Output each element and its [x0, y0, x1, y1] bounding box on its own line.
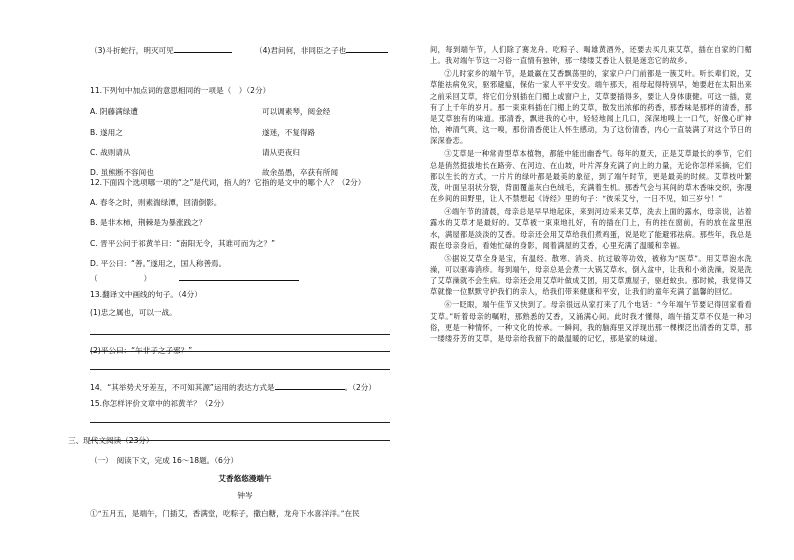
- q13-sentence-1: (1)忠之属也，可以一战。: [90, 308, 177, 317]
- q11-option-b: B. 遂用之 遂迷，不复得路: [90, 128, 316, 137]
- q11-option-c: C. 战则请从 请从吏夜归: [90, 148, 300, 157]
- q15-answer-line-1[interactable]: [90, 422, 390, 423]
- q11-option-d: D. 虽熊断不容间也 故余虽愚，卒获有所闻: [90, 168, 338, 177]
- q12-answer-paren-open: （: [90, 274, 98, 283]
- q11-stem: 11.下列句中加点词的意思相同的一项是（ ）（2分）: [90, 86, 271, 95]
- q12-answer-paren-close: ）: [143, 274, 152, 283]
- q14-text: 14．“其举势犬牙差互，不可知其源”运用的表达方式是: [90, 383, 275, 392]
- q12-person-blank[interactable]: [179, 272, 299, 281]
- paragraph-3: ③艾草是一种常青型草本植物，都能中能出幽香气。每年的夏天，正是艾草最长的季节，它们总是俏然挺拔地长在路旁、在河边、在山坡，叶片浑身充满了向上的力量，无论你怎样采摘，它们都以生长的方式，一片片的绿叶都是最美的象征，到了端午时节，更是最美的时候。艾草枝叶繁茂，叶面呈羽状分裂，背面覆盖灰白色绒毛，充满着生机。那香气会与其间的草木香味交织，弥漫在乡间的田野里，让人不禁想起《诗经》里的句子：“彼采艾兮，一日不见，如三岁兮！”: [430, 149, 752, 204]
- paragraph-5: ⑤据说艾草全身是宝，有温经、散寒、消炎、抗过敏等功效，被称为“医草”。用艾草泡水洗澡，可以驱毒消疹。每到端午，母亲总是会煮一大锅艾草水，倒入盆中，让我和小弟洗澡，说是洗了艾草澡就不会生病。母亲还会用艾草叶做成艾团，用艾草熏屋子，驱赶蚊虫。那时候，我觉得艾草就像一位默默守护我们的亲人，给我们带来健康和平安，让我们的童年充满了温馨的回忆。: [430, 253, 752, 297]
- q12-option-c: C. 晋平公问于祁黄羊曰：“南阳无令，其谁可而为之？”: [90, 239, 276, 248]
- q11-option-a: A. 阴藤满绿遭 可以调素琴，阅金经: [90, 107, 331, 116]
- paragraph-1-continued: 间，每到端午节，人们除了赛龙舟、吃粽子、喝雄黄酒外，还要去买几束艾草，插在自家的门楣上。我对端午节这一习俗一直情有独钟，那一缕缕艾香让人很是迷恋它的故乡。: [430, 45, 752, 66]
- q13-answer-line-2[interactable]: [90, 369, 390, 370]
- q4-text: （4)君问何，非同臣之子也: [255, 46, 347, 55]
- paragraph-6: ⑥一眨眼，端午佳节又快到了。母亲很远从家打来了几个电话：“今年端午节要记得回家看看艾草。”听着母亲的嘱咐，那熟悉的艾香，又涌满心间。此时我才懂得，端午插艾草不仅是一种习俗，更是一种情怀，一种文化的传承。一瞬间，我的脑海里又浮现出那一棵棵泛出清香的艾草，那一缕缕芬芳的艾草，是母亲给我留下的最温暖的记忆，那是家的味道。: [430, 300, 752, 343]
- q12-option-d: D. 平公曰：“善。”遂用之，国人称善焉。: [90, 259, 227, 268]
- article-author: 钟岑: [237, 491, 253, 500]
- q14-line: [90, 381, 376, 394]
- subsection-1-heading: （一） 阅读下文，完成 16～18题。（6分）: [90, 456, 239, 465]
- q13-stem: 13.翻译文中画线的句子。（4分）: [90, 290, 202, 299]
- q4-blank[interactable]: [346, 44, 388, 53]
- q4-line: [255, 44, 388, 57]
- section-3-heading: 三、现代文阅读（23分）: [68, 436, 154, 445]
- q12-stem: 12.下面四个选项哪一项的“之”是代词，指人的？它指的是文中的哪个人？（2分）: [90, 178, 366, 187]
- q3-line: [90, 44, 232, 57]
- paragraph-2: ②儿时家乡的端午节，是最赢在艾香飘荡里的，家家户户门前都是一簇艾叶。听长辈们说，艾草能祛病免灾，驱邪避瘟，保佑一家人平平安安。端午那天，祖母起得特别早，她要赶在太阳出来之前采回艾草，将它们分别插在门楣上或窗户上，艾草要插得多，要让人身体康健。可这一插，竟有了上千年的岁月。那一束束料插在门楣上的艾草，散发出浓郁的药香，那香味是那样的清香，那是艾草独有的味道。那清香，飘进我的心中，轻轻地闻上几口，深深地嗅上一口气，好像心旷神怡，神清气爽，这一嗅，那份清香使让人怀生感动，为了这份清香，内心一直装满了对这个节日的深深眷恋。: [430, 69, 752, 146]
- q14-blank[interactable]: [275, 381, 345, 390]
- paragraph-1-start: ①“五月五，是端午，门插艾，香满堂，吃粽子，撒白糖，龙舟下水喜洋洋。”在民: [90, 509, 360, 518]
- q12-answer-line: [90, 272, 299, 285]
- q13-sentence-2: (2)平公曰：“午非子之子邪？”: [90, 346, 193, 355]
- q13-answer-line-1a[interactable]: [90, 334, 390, 335]
- q3-blank[interactable]: [174, 44, 232, 53]
- article-title: 艾香悠悠漫端午: [218, 474, 272, 483]
- paragraph-4: ④端午节的清晨，母亲总是早早地起床，来到河边采来艾草，洗去上面的露水，母亲说，沾着露水的艾草才是最好的。艾草被一束束地扎好，有的插在门上，有的挂在窗前，有的放在盆里泡水，满屋都是淡淡的艾香。母亲还会用艾草给我们煮鸡蛋，说是吃了能避邪祛病。那些年，我总是跟在母亲身后，看她忙碌的身影，闻着满屋的艾香，心里充满了温暖和幸福。: [430, 207, 752, 250]
- q12-option-b: B. 是非木柿，荆棘是为暴涨践之？: [90, 218, 207, 227]
- right-column: [430, 44, 752, 346]
- q15-stem: 15.你怎样评价文章中的祁黄羊？（2分）: [90, 399, 229, 408]
- q3-text: （3)斗折蛇行，明灭可见: [90, 46, 174, 55]
- q14-tail: 。（2分）: [344, 383, 376, 392]
- q12-option-a: A. 春冬之时，则素湍绿潭，回清倒影。: [90, 198, 222, 207]
